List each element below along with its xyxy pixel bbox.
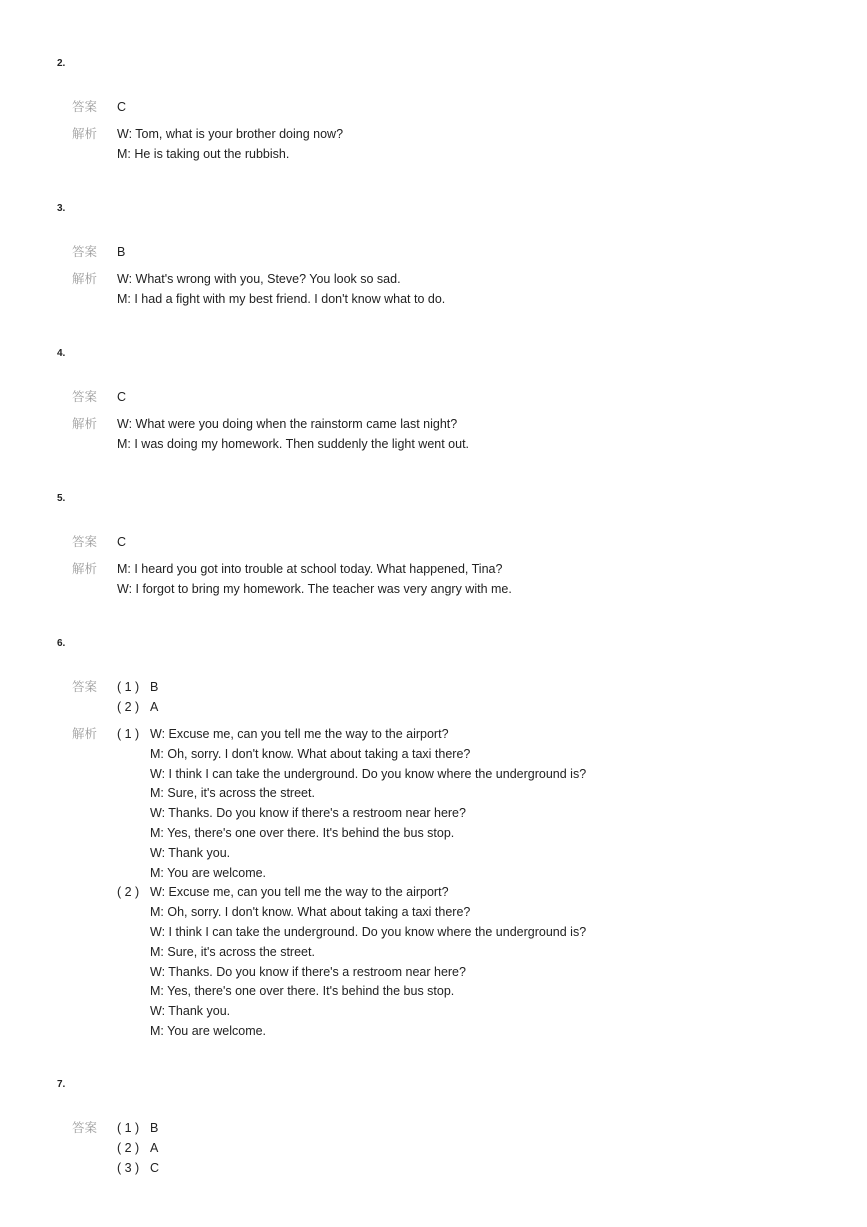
question-number: 5. bbox=[57, 493, 66, 504]
dialogue-text: W: Excuse me, can you tell me the way to the airport? bbox=[150, 727, 449, 741]
analysis-text bbox=[117, 415, 469, 455]
sub-answer bbox=[117, 1139, 159, 1159]
analysis-label: 解析 bbox=[72, 727, 98, 741]
dialogue-line bbox=[117, 725, 586, 745]
question-number: 4. bbox=[57, 348, 66, 359]
sub-analysis-marker: ( 2 ) bbox=[117, 885, 140, 900]
dialogue-line: M: You are welcome. bbox=[150, 1023, 267, 1038]
sub-answer-value: A bbox=[150, 1140, 159, 1155]
answer-label: 答案 bbox=[72, 680, 98, 694]
dialogue-line: M: Yes, there's one over there. It's behind the bus stop. bbox=[150, 984, 455, 999]
dialogue-line: W: What's wrong with you, Steve? You look so sad. bbox=[117, 272, 401, 286]
dialogue-line: M: I heard you got into trouble at school today. What happened, Tina? bbox=[117, 562, 503, 576]
dialogue-line: M: He is taking out the rubbish. bbox=[117, 146, 290, 161]
sub-answer bbox=[117, 1119, 159, 1139]
dialogue-line: W: Thank you. bbox=[150, 1004, 231, 1019]
dialogue-line: M: Sure, it's across the street. bbox=[150, 944, 315, 959]
sub-answer-value: B bbox=[150, 680, 159, 694]
dialogue-line: M: Oh, sorry. I don't know. What about taking a taxi there? bbox=[150, 746, 471, 761]
analysis-text bbox=[117, 560, 512, 600]
sub-answer bbox=[117, 1159, 159, 1179]
sub-answer bbox=[117, 698, 158, 718]
answer-value: C bbox=[117, 390, 127, 404]
dialogue-text: W: Excuse me, can you tell me the way to the airport? bbox=[150, 885, 449, 900]
analysis-label: 解析 bbox=[72, 417, 98, 431]
analysis-text bbox=[117, 270, 445, 310]
analysis-label: 解析 bbox=[72, 272, 98, 286]
dialogue-line: M: Oh, sorry. I don't know. What about taking a taxi there? bbox=[150, 905, 471, 920]
sub-answer-value: C bbox=[150, 1160, 160, 1175]
dialogue-line: M: I had a fight with my best friend. I don't know what to do. bbox=[117, 291, 446, 306]
answer-label: 答案 bbox=[72, 390, 98, 404]
question-number: 3. bbox=[57, 203, 66, 214]
sub-answer-marker: ( 1 ) bbox=[117, 680, 140, 694]
answer-value: B bbox=[117, 245, 126, 259]
dialogue-line: W: What were you doing when the rainstorm came last night? bbox=[117, 417, 458, 431]
dialogue-line: W: Tom, what is your brother doing now? bbox=[117, 127, 344, 141]
dialogue-line: M: Sure, it's across the street. bbox=[150, 786, 315, 801]
analysis-label: 解析 bbox=[72, 562, 98, 576]
dialogue-line bbox=[117, 883, 586, 903]
sub-answer-value: B bbox=[150, 1121, 159, 1135]
question-number: 7. bbox=[57, 1079, 66, 1090]
dialogue-line: W: Thanks. Do you know if there's a restroom near here? bbox=[150, 964, 466, 979]
dialogue-line: W: Thank you. bbox=[150, 845, 231, 860]
dialogue-line: W: I think I can take the underground. Do you know where the underground is? bbox=[150, 924, 587, 939]
dialogue-line: W: Thanks. Do you know if there's a restroom near here? bbox=[150, 806, 466, 821]
answer-label: 答案 bbox=[72, 100, 98, 114]
answer-value: C bbox=[117, 535, 127, 549]
sub-answer-marker: ( 3 ) bbox=[117, 1160, 140, 1175]
answer-label: 答案 bbox=[72, 245, 98, 259]
dialogue-line: W: I forgot to bring my homework. The teacher was very angry with me. bbox=[117, 581, 512, 596]
sub-answer-marker: ( 1 ) bbox=[117, 1121, 140, 1135]
answer-label: 答案 bbox=[72, 1121, 98, 1135]
dialogue-line: M: Yes, there's one over there. It's behind the bus stop. bbox=[150, 825, 455, 840]
analysis-text bbox=[117, 725, 586, 1042]
answer-list bbox=[117, 1119, 159, 1178]
dialogue-line: M: You are welcome. bbox=[150, 865, 267, 880]
question-number: 2. bbox=[57, 58, 66, 69]
sub-analysis-marker: ( 1 ) bbox=[117, 727, 140, 741]
analysis-label: 解析 bbox=[72, 127, 98, 141]
sub-answer-marker: ( 2 ) bbox=[117, 699, 140, 714]
sub-answer-value: A bbox=[150, 699, 159, 714]
analysis-text bbox=[117, 125, 343, 165]
answer-label: 答案 bbox=[72, 535, 98, 549]
question-number: 6. bbox=[57, 638, 66, 649]
dialogue-line: M: I was doing my homework. Then suddenly the light went out. bbox=[117, 436, 470, 451]
answer-list bbox=[117, 678, 158, 718]
sub-answer-marker: ( 2 ) bbox=[117, 1140, 140, 1155]
sub-answer bbox=[117, 678, 158, 698]
dialogue-line: W: I think I can take the underground. Do you know where the underground is? bbox=[150, 766, 587, 781]
answer-value: C bbox=[117, 100, 127, 114]
